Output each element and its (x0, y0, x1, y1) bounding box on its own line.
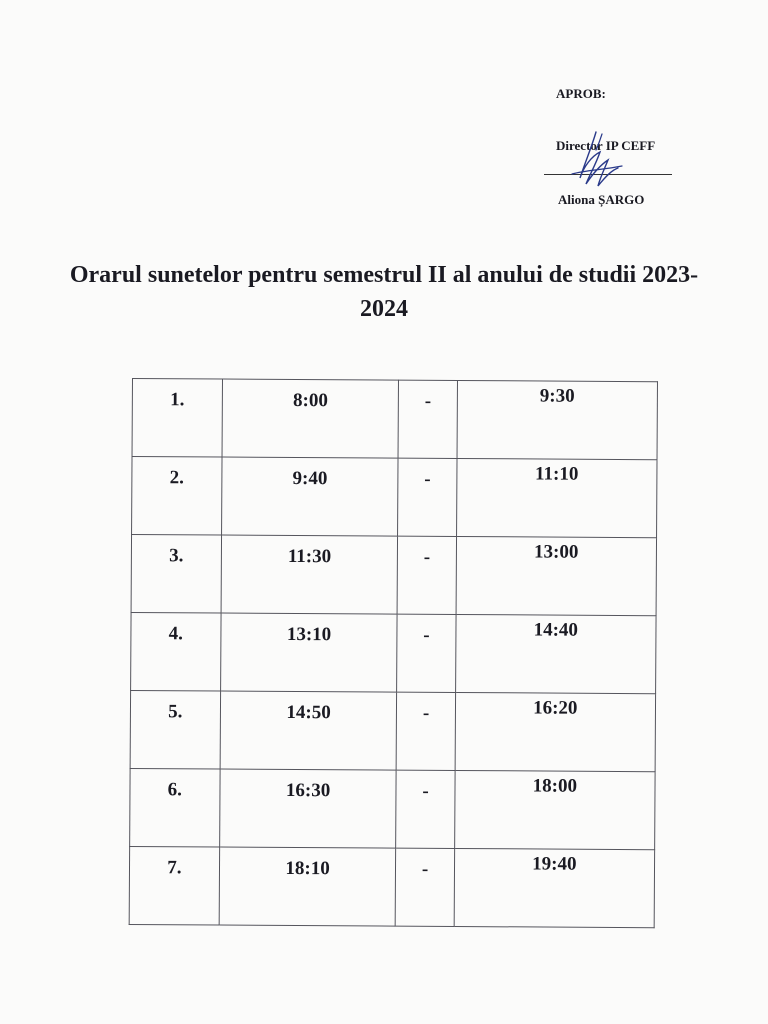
lesson-number: 3. (131, 535, 221, 614)
time-separator: - (398, 536, 457, 614)
end-time: 18:00 (454, 770, 655, 849)
start-time: 11:30 (221, 535, 398, 614)
lesson-number: 4. (131, 612, 221, 691)
handwritten-signature (566, 126, 626, 196)
start-time: 8:00 (222, 379, 399, 458)
start-time: 18:10 (219, 847, 396, 926)
time-separator: - (398, 458, 457, 536)
table-row (129, 846, 654, 927)
table-row (132, 457, 657, 538)
start-time: 16:30 (219, 769, 396, 848)
lesson-number: 1. (132, 379, 222, 458)
lesson-number: 2. (132, 457, 222, 536)
table-row (130, 690, 655, 771)
time-separator: - (396, 770, 455, 848)
lesson-number: 7. (129, 846, 219, 925)
table-row (130, 768, 655, 849)
time-separator: - (397, 614, 456, 692)
lesson-number: 6. (130, 768, 220, 847)
time-separator: - (398, 380, 457, 458)
table-row (131, 612, 656, 693)
start-time: 9:40 (221, 457, 398, 536)
time-separator: - (396, 848, 455, 926)
approval-label: APROB: (556, 86, 606, 101)
end-time: 13:00 (456, 536, 657, 615)
director-position: Director IP CEFF (556, 138, 656, 153)
end-time: 11:10 (456, 458, 657, 537)
start-time: 13:10 (220, 613, 397, 692)
table-row (132, 379, 657, 460)
table-row (131, 535, 656, 616)
time-separator: - (397, 692, 456, 770)
end-time: 9:30 (457, 380, 658, 459)
end-time: 16:20 (455, 692, 656, 771)
end-time: 14:40 (455, 614, 656, 693)
document-title: Orarul sunetelor pentru semestrul II al anului de studii 2023-2024 (69, 262, 699, 322)
end-time: 19:40 (454, 848, 655, 927)
bell-schedule-table (129, 378, 658, 928)
signer-name: Aliona ȘARGO (558, 192, 645, 207)
lesson-number: 5. (130, 690, 220, 769)
start-time: 14:50 (220, 691, 397, 770)
